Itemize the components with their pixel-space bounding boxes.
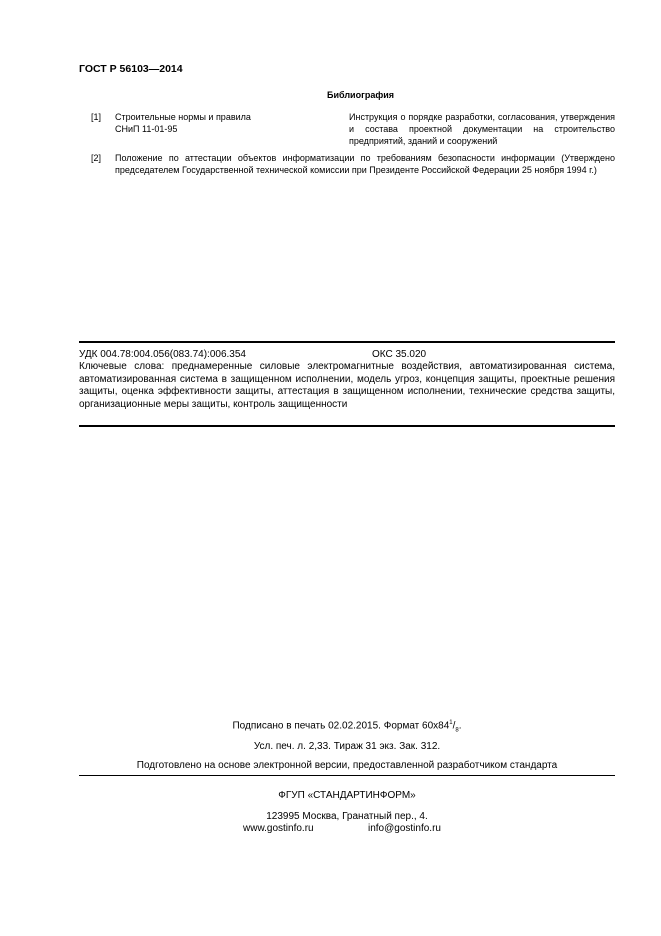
prepared-note: Подготовлено на основе электронной версии, предоставленной разработчиком стандарта — [136, 760, 558, 771]
publisher-address: 123995 Москва, Гранатный пер., 4. — [266, 811, 428, 822]
format-numerator: 1 — [449, 720, 453, 726]
print-info: Усл. печ. л. 2,33. Тираж 31 экз. Зак. 312. — [253, 741, 441, 752]
signed-for-print: Подписано в печать 02.02.2015. Формат $60х84^1/_8$. — [232, 720, 462, 734]
top-divider — [79, 341, 615, 343]
bibliography-title: Библиография — [327, 90, 394, 100]
keywords: Ключевые слова: преднамеренные силовые электромагнитные воздействия, автоматизированная система, автоматизированная система в защищенном исполнении, модель угроз, концепция защиты, проектные решения защиты, оценка эффективности защиты, аттестация в защищенном исполнении, технические средства защиты, организационные меры защиты, контроль защищенности — [79, 361, 615, 410]
format-denominator: 8 — [455, 727, 459, 734]
imprint-divider — [79, 775, 615, 776]
reference-1-title: Инструкция о порядке разработки, согласования, утверждения и состава проектной документации на строительство предприятий, зданий и сооружений — [349, 112, 615, 146]
bottom-divider — [79, 425, 615, 427]
publisher: ФГУП «СТАНДАРТИНФОРМ» — [278, 790, 416, 801]
reference-2-text: Положение по аттестации объектов информатизации по требованиям безопасности информации (Утверждено председателем Государственной технической комиссии при Президенте Российской Федерации 25 ноября 1994 г.) — [115, 153, 615, 175]
signed-text: Подписано в печать 02.02.2015. Формат 60х84 — [232, 720, 450, 732]
format-suffix: . — [458, 720, 462, 732]
document-id: ГОСТ Р 56103—2014 — [79, 63, 183, 75]
udk-code: УДК 004.78:004.056(083.74):006.354 — [79, 349, 246, 360]
oks-code: ОКС 35.020 — [372, 349, 427, 360]
reference-number-2: [2] — [91, 153, 102, 163]
reference-1-source: Строительные нормы и правила СНиП 11-01-95 — [115, 112, 251, 134]
reference-number-1: [1] — [91, 112, 102, 122]
publisher-email[interactable]: info@gostinfo.ru — [368, 823, 441, 834]
publisher-website[interactable]: www.gostinfo.ru — [243, 823, 314, 834]
